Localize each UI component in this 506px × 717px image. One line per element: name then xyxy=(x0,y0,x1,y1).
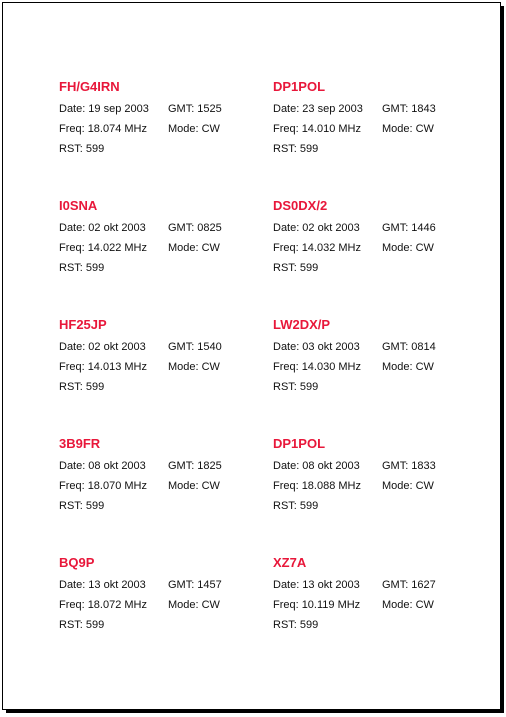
date-value: 02 okt 2003 xyxy=(88,222,146,234)
gmt-label: GMT: xyxy=(168,341,195,353)
gmt-field xyxy=(168,578,222,592)
rst-field xyxy=(59,142,104,156)
date-field xyxy=(273,102,363,116)
callsign: LW2DX/P xyxy=(273,317,331,332)
mode-label: Mode: xyxy=(168,361,199,373)
rst-label: RST: xyxy=(59,619,83,631)
freq-label: Freq: xyxy=(59,123,85,135)
date-label: Date: xyxy=(59,460,86,472)
rst-label: RST: xyxy=(59,381,83,393)
gmt-value: 1540 xyxy=(197,341,222,353)
gmt-label: GMT: xyxy=(382,460,409,472)
freq-label: Freq: xyxy=(59,361,85,373)
mode-field xyxy=(382,479,434,493)
mode-field xyxy=(168,241,220,255)
mode-value: CW xyxy=(201,361,220,373)
gmt-value: 0814 xyxy=(411,341,436,353)
mode-field xyxy=(382,360,434,374)
freq-value: 14.013 MHz xyxy=(87,361,147,373)
date-field xyxy=(273,221,360,235)
gmt-field xyxy=(382,340,436,354)
callsign: DS0DX/2 xyxy=(273,198,328,213)
freq-field xyxy=(59,241,147,255)
date-label: Date: xyxy=(273,460,300,472)
date-label: Date: xyxy=(59,222,86,234)
qsl-entry xyxy=(58,198,272,317)
rst-field xyxy=(273,261,318,275)
freq-value: 18.072 MHz xyxy=(87,599,147,611)
document-page xyxy=(2,2,501,710)
date-field xyxy=(59,578,146,592)
date-field xyxy=(59,340,146,354)
gmt-value: 1843 xyxy=(411,103,436,115)
rst-field xyxy=(273,499,318,513)
mode-label: Mode: xyxy=(168,242,199,254)
gmt-label: GMT: xyxy=(168,222,195,234)
mode-label: Mode: xyxy=(168,123,199,135)
qsl-entry xyxy=(272,317,478,436)
freq-value: 14.010 MHz xyxy=(301,123,361,135)
date-value: 08 okt 2003 xyxy=(302,460,360,472)
mode-value: CW xyxy=(201,242,220,254)
freq-label: Freq: xyxy=(273,123,299,135)
rst-label: RST: xyxy=(59,262,83,274)
mode-value: CW xyxy=(415,242,434,254)
date-value: 02 okt 2003 xyxy=(88,341,146,353)
gmt-label: GMT: xyxy=(168,460,195,472)
freq-value: 14.030 MHz xyxy=(301,361,361,373)
date-label: Date: xyxy=(59,103,86,115)
rst-field xyxy=(59,261,104,275)
rst-value: 599 xyxy=(85,500,105,512)
freq-field xyxy=(59,598,147,612)
rst-field xyxy=(273,142,318,156)
mode-value: CW xyxy=(415,599,434,611)
mode-value: CW xyxy=(415,361,434,373)
rst-value: 599 xyxy=(299,262,319,274)
gmt-label: GMT: xyxy=(382,222,409,234)
callsign: BQ9P xyxy=(59,555,95,570)
gmt-label: GMT: xyxy=(382,103,409,115)
date-label: Date: xyxy=(59,341,86,353)
date-field xyxy=(59,102,149,116)
callsign: HF25JP xyxy=(59,317,107,332)
qsl-entry xyxy=(272,79,478,198)
gmt-field xyxy=(168,459,222,473)
qsl-grid xyxy=(58,79,478,674)
rst-value: 599 xyxy=(85,619,105,631)
date-field xyxy=(59,221,146,235)
date-field xyxy=(273,340,360,354)
mode-label: Mode: xyxy=(382,361,413,373)
qsl-entry xyxy=(272,436,478,555)
date-value: 19 sep 2003 xyxy=(88,103,149,115)
rst-value: 599 xyxy=(85,262,105,274)
rst-value: 599 xyxy=(85,381,105,393)
gmt-label: GMT: xyxy=(168,579,195,591)
rst-field xyxy=(273,618,318,632)
gmt-label: GMT: xyxy=(168,103,195,115)
date-value: 08 okt 2003 xyxy=(88,460,146,472)
freq-field xyxy=(273,479,361,493)
qsl-entry xyxy=(58,317,272,436)
qsl-entry xyxy=(58,436,272,555)
mode-value: CW xyxy=(201,480,220,492)
freq-value: 14.032 MHz xyxy=(301,242,361,254)
gmt-field xyxy=(382,578,436,592)
date-value: 23 sep 2003 xyxy=(302,103,363,115)
date-label: Date: xyxy=(59,579,86,591)
mode-label: Mode: xyxy=(168,480,199,492)
mode-value: CW xyxy=(415,480,434,492)
freq-value: 18.074 MHz xyxy=(87,123,147,135)
date-value: 02 okt 2003 xyxy=(302,222,360,234)
callsign: FH/G4IRN xyxy=(59,79,120,94)
rst-label: RST: xyxy=(273,143,297,155)
mode-field xyxy=(382,241,434,255)
callsign: DP1POL xyxy=(273,79,326,94)
gmt-value: 1525 xyxy=(197,103,222,115)
qsl-entry xyxy=(272,198,478,317)
rst-value: 599 xyxy=(85,143,105,155)
callsign: DP1POL xyxy=(273,436,326,451)
mode-field xyxy=(168,598,220,612)
date-value: 03 okt 2003 xyxy=(302,341,360,353)
gmt-field xyxy=(168,221,222,235)
date-field xyxy=(59,459,146,473)
rst-field xyxy=(59,499,104,513)
date-value: 13 okt 2003 xyxy=(302,579,360,591)
gmt-value: 1446 xyxy=(411,222,436,234)
gmt-field xyxy=(168,340,222,354)
freq-label: Freq: xyxy=(273,599,299,611)
page-shadow-bottom xyxy=(6,710,504,713)
gmt-field xyxy=(382,459,436,473)
freq-field xyxy=(273,598,360,612)
mode-value: CW xyxy=(415,123,434,135)
callsign: 3B9FR xyxy=(59,436,101,451)
rst-value: 599 xyxy=(299,381,319,393)
freq-label: Freq: xyxy=(273,361,299,373)
gmt-value: 1833 xyxy=(411,460,436,472)
date-label: Date: xyxy=(273,103,300,115)
rst-label: RST: xyxy=(273,381,297,393)
freq-field xyxy=(273,360,361,374)
freq-label: Freq: xyxy=(59,480,85,492)
gmt-label: GMT: xyxy=(382,579,409,591)
mode-field xyxy=(168,122,220,136)
gmt-field xyxy=(382,221,436,235)
rst-field xyxy=(273,380,318,394)
mode-field xyxy=(168,479,220,493)
callsign: XZ7A xyxy=(273,555,307,570)
freq-label: Freq: xyxy=(273,480,299,492)
rst-label: RST: xyxy=(59,143,83,155)
gmt-value: 1627 xyxy=(411,579,436,591)
mode-value: CW xyxy=(201,123,220,135)
freq-label: Freq: xyxy=(273,242,299,254)
gmt-label: GMT: xyxy=(382,341,409,353)
freq-value: 10.119 MHz xyxy=(301,599,361,611)
date-label: Date: xyxy=(273,341,300,353)
freq-field xyxy=(273,122,361,136)
mode-value: CW xyxy=(201,599,220,611)
mode-label: Mode: xyxy=(382,123,413,135)
rst-field xyxy=(59,380,104,394)
qsl-entry xyxy=(272,555,478,674)
freq-field xyxy=(59,479,147,493)
freq-field xyxy=(273,241,361,255)
freq-label: Freq: xyxy=(59,242,85,254)
gmt-value: 1825 xyxy=(197,460,222,472)
rst-value: 599 xyxy=(299,143,319,155)
freq-field xyxy=(59,122,147,136)
freq-label: Freq: xyxy=(59,599,85,611)
gmt-field xyxy=(168,102,222,116)
mode-label: Mode: xyxy=(382,599,413,611)
date-label: Date: xyxy=(273,579,300,591)
mode-field xyxy=(382,122,434,136)
freq-field xyxy=(59,360,147,374)
mode-label: Mode: xyxy=(168,599,199,611)
freq-value: 18.070 MHz xyxy=(87,480,147,492)
rst-label: RST: xyxy=(273,500,297,512)
rst-label: RST: xyxy=(273,619,297,631)
date-label: Date: xyxy=(273,222,300,234)
date-field xyxy=(273,578,360,592)
gmt-value: 0825 xyxy=(197,222,222,234)
gmt-field xyxy=(382,102,436,116)
freq-value: 14.022 MHz xyxy=(87,242,147,254)
callsign: I0SNA xyxy=(59,198,98,213)
page-shadow-right xyxy=(501,6,504,713)
date-field xyxy=(273,459,360,473)
rst-value: 599 xyxy=(299,619,319,631)
freq-value: 18.088 MHz xyxy=(301,480,361,492)
rst-label: RST: xyxy=(59,500,83,512)
mode-label: Mode: xyxy=(382,480,413,492)
mode-field xyxy=(382,598,434,612)
mode-label: Mode: xyxy=(382,242,413,254)
qsl-entry xyxy=(58,555,272,674)
rst-value: 599 xyxy=(299,500,319,512)
rst-label: RST: xyxy=(273,262,297,274)
qsl-entry xyxy=(58,79,272,198)
date-value: 13 okt 2003 xyxy=(88,579,146,591)
gmt-value: 1457 xyxy=(197,579,222,591)
mode-field xyxy=(168,360,220,374)
rst-field xyxy=(59,618,104,632)
